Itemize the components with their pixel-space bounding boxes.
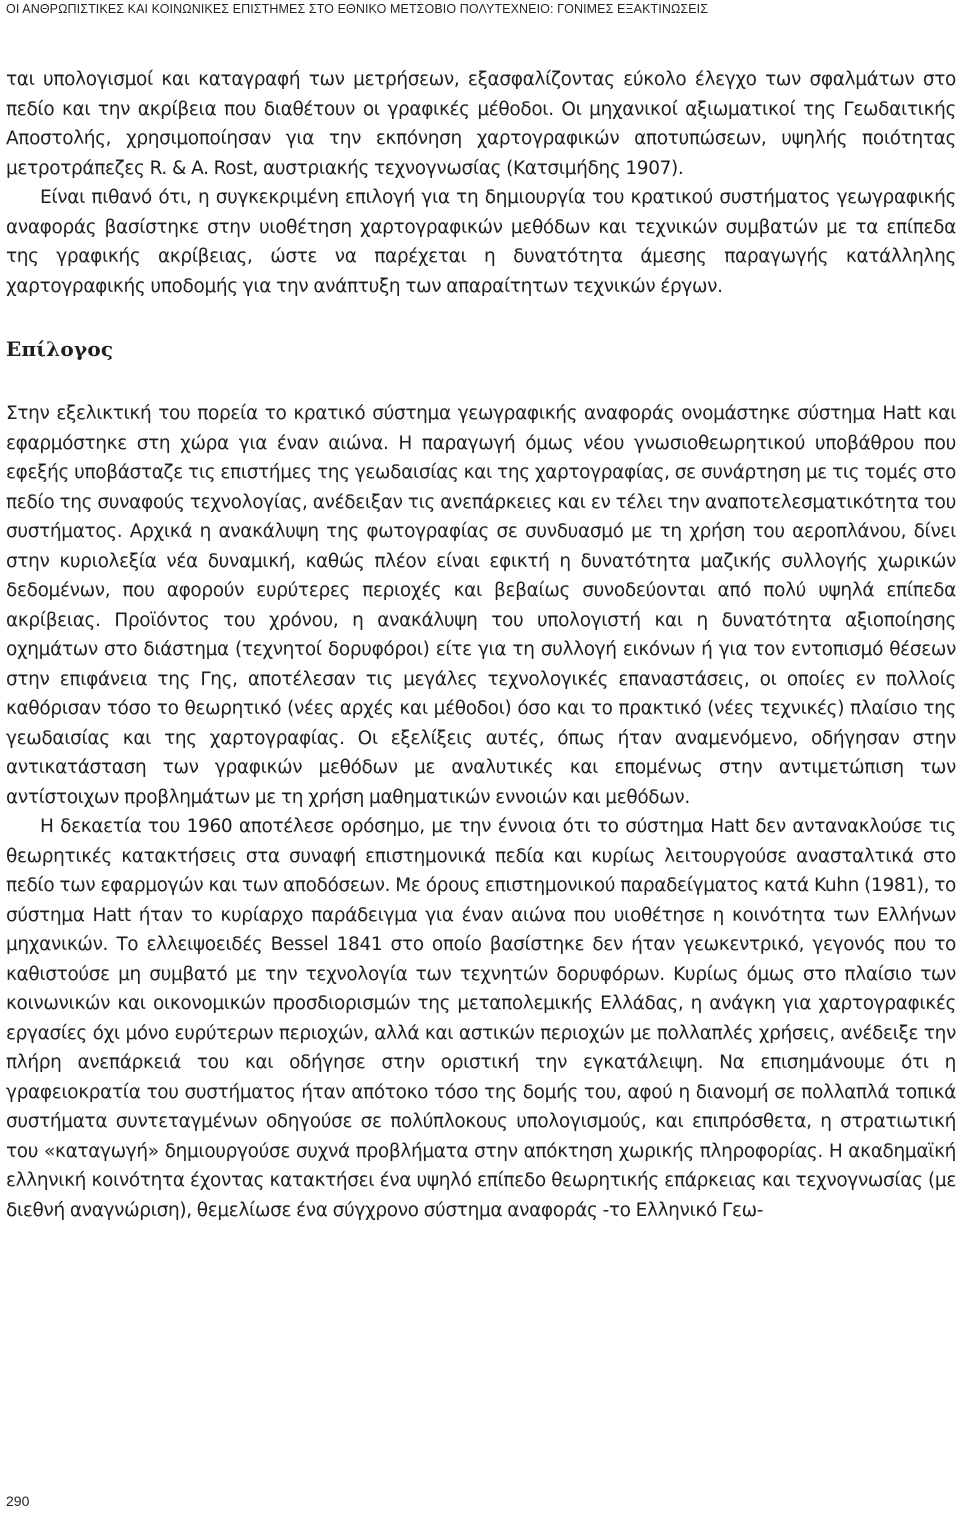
paragraph-1960s-milestone: Η δεκαετία του 1960 αποτέλεσε ορόσημο, με την έννοια ότι το σύστημα Hatt δεν αντανακλούσε τις θεωρητικές κατακτήσεις στα συναφή επιστημονικά πεδία και κυρίως λειτουργούσε ανασταλτικά στο πεδίο των εφαρμογών και των αποδόσεων. Με όρους επιστημονικού παραδείγματος κατά Kuhn (1981), το σύστημα Hatt ήταν το κυρίαρχο παράδειγμα για έναν αιώνα που υιοθέτησε η κοινότητα των Ελλήνων μηχανικών. Το ελλειψοειδές Bessel 1841 στο οποίο βασίστηκε δεν ήταν γεωκεντρικό, γεγονός που το καθιστούσε μη συμβατό με την τεχνολογία των τεχνητών δορυφόρων. Κυρίως όμως στο πλαίσιο των κοινωνικών και οικονομικών προσδιορισμών της μεταπολεμικής Ελλάδας, η ανάγκη για χαρτογραφικές εργασίες όχι μόνο ευρύτερων περιοχών, αλλά και αστικών περιοχών με πολλαπλές χρήσεις, ανέδειξε την πλήρη ανεπάρκειά του και οδήγησε στην οριστική την εγκατάλειψη. Να επισημάνουμε ότι η γραφειοκρατία του συστήματος ήταν απότοκο τόσο της δομής του, αφού η διανομή σε πολλαπλά τοπικά συστήματα συντεταγμένων οδηγούσε σε πολύπλοκους υπολογισμούς, και επιπρόσθετα, η στρατιωτική του «καταγωγή» δημιουργούσε συχνά προβλήματα στην απόκτηση χωρικής πληροφορίας. Η ακαδημαϊκή ελληνική κοινότητα έχοντας κατακτήσει ένα υψηλό επίπεδο θεωρητικής επάρκειας και τεχνογνωσίας (με διεθνή αναγνώριση), θεμελίωσε ένα σύγχρονο σύστημα αναφοράς -το Ελληνικό Γεω- — [6, 816, 956, 1221]
running-header: ΟΙ ΑΝΘΡΩΠΙΣΤΙΚΕΣ ΚΑΙ ΚΟΙΝΩΝΙΚΕΣ ΕΠΙΣΤΗΜΕΣ ΣΤΟ ΕΘΝΙΚΟ ΜΕΤΣΟΒΙΟ ΠΟΛΥΤΕΧΝΕΙΟ: ΓΟΝΙΜΕΣ ΕΞΑΚΤΙΝΩΣΕΙΣ — [6, 2, 709, 16]
paragraph-reference-system-choice: Είναι πιθανό ότι, η συγκεκριμένη επιλογή για τη δημιουργία του κρατικού συστήματος γεωγραφικής αναφοράς βασίστηκε στην υιοθέτηση χαρτογραφικών μεθόδων και τεχνικών συμβατών με τα επίπεδα της γραφικής ακρίβειας, ώστε να παρέχεται η δυνατότητα άμεσης παραγωγής κατάλληλης χαρτογραφικής υποδομής για την ανάπτυξη των απαραίτητων τεχνικών έργων. — [6, 187, 956, 297]
paragraph-geodetic-mission: ται υπολογισμοί και καταγραφή των μετρήσεων, εξασφαλίζοντας εύκολο έλεγχο των σφαλμάτων στο πεδίο και την ακρίβεια που διαθέτουν οι γραφικές μέθοδοι. Οι μηχανικοί αξιωματικοί της Γεωδαιτικής Αποστολής, χρησιμοποίησαν για την εκπόνηση χαρτογραφικών αποτυπώσεων, υψηλής ποιότητας μετροτράπεζες R. & A. Rost, αυστριακής τεχνογνωσίας (Κατσιμήδης 1907). — [6, 69, 956, 179]
page-number: 290 — [6, 1493, 30, 1509]
paragraph-hatt-system-evolution: Στην εξελικτική του πορεία το κρατικό σύστημα γεωγραφικής αναφοράς ονομάστηκε σύστημα Hatt και εφαρμόστηκε στη χώρα για έναν αιώνα. Η παραγωγή όμως νέου γνωσιοθεωρητικού υποβάθρου που εφεξής υποβάσταζε τις επιστήμες της γεωδαισίας και της χαρτογραφίας, σε συνάρτηση με τις τομές στο πεδίο της συναφούς τεχνολογίας, ανέδειξαν τις ανεπάρκειες και εν τέλει την αναποτελεσματικότητα του συστήματος. Αρχικά η ανακάλυψη της φωτογραφίας σε συνδυασμό με τη χρήση του αεροπλάνου, δίνει στην κυριολεξία νέα δυναμική, καθώς πλέον είναι εφικτή η δυνατότητα μαζικής συλλογής χωρικών δεδομένων, που αφορούν ευρύτερες περιοχές και βεβαίως συνοδεύονται από πολύ υψηλά επίπεδα ακρίβειας. Προϊόντος του χρόνου, η ανακάλυψη του υπολογιστή και η δυνατότητα αξιοποίησης οχημάτων στο διάστημα (τεχνητοί δορυφόροι) είτε για τη συλλογή εικόνων ή για τον εντοπισμό θέσεων στην επιφάνεια της Γης, αποτέλεσαν τις μεγάλες τεχνολογικές επαναστάσεις, οι οποίες εν πολλοίς καθόρισαν τόσο το θεωρητικό (νέες αρχές και μέθοδοι) όσο και το πρακτικό (νέες τεχνικές) πλαίσιο της γεωδαισίας και της χαρτογραφίας. Οι εξελίξεις αυτές, όπως ήταν αναμενόμενο, οδήγησαν στην αντικατάσταση των γραφικών μεθόδων με αναλυτικές και επομένως στην αντιμετώπιση των αντίστοιχων προβλημάτων με τη χρήση μαθηματικών εννοιών και μεθόδων. — [6, 403, 956, 808]
section-heading-epilogue: Επίλογος — [6, 337, 114, 361]
page-body — [6, 65, 956, 1225]
